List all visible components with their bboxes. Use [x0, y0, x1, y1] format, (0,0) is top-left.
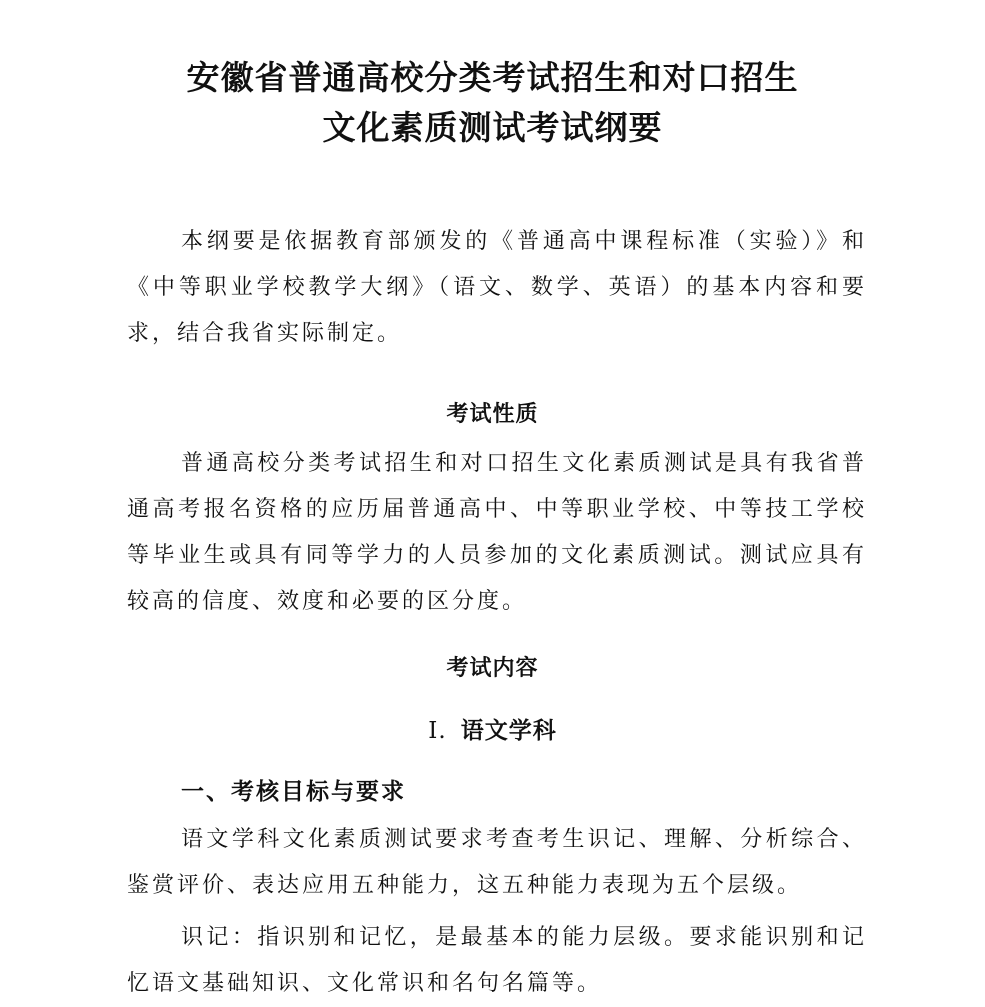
exam-nature-heading: 考试性质 — [446, 402, 539, 427]
subject-title: 语文学科 — [460, 718, 557, 744]
section-heading: 一、考核目标与要求 — [181, 779, 406, 805]
document-title-line-1: 安徽省普通高校分类考试招生和对口招生 — [186, 58, 799, 97]
recall-paragraph: 识记：指识别和记忆，是最基本的能力层级。要求能识别和记忆语文基础知识、文化常识和名句名篇等。 — [127, 925, 867, 996]
section-objectives-paragraph: 语文学科文化素质测试要求考查考生识记、理解、分析综合、鉴赏评价、表达应用五种能力，这五种能力表现为五个层级。 — [127, 827, 867, 898]
subject-heading — [0, 716, 985, 746]
exam-nature-paragraph: 普通高校分类考试招生和对口招生文化素质测试是具有我省普通高考报名资格的应历届普通高中、中等职业学校、中等技工学校等毕业生或具有同等学力的人员参加的文化素质测试。测试应具有较高的信度、效度和必要的区分度。 — [127, 451, 867, 614]
subject-number: I. — [428, 718, 447, 744]
exam-content-heading: 考试内容 — [446, 656, 539, 681]
intro-paragraph: 本纲要是依据教育部颁发的《普通高中课程标准（实验）》和《中等职业学校教学大纲》（语文、数学、英语）的基本内容和要求，结合我省实际制定。 — [127, 229, 867, 346]
document-title-line-2: 文化素质测试考试纲要 — [322, 108, 663, 147]
